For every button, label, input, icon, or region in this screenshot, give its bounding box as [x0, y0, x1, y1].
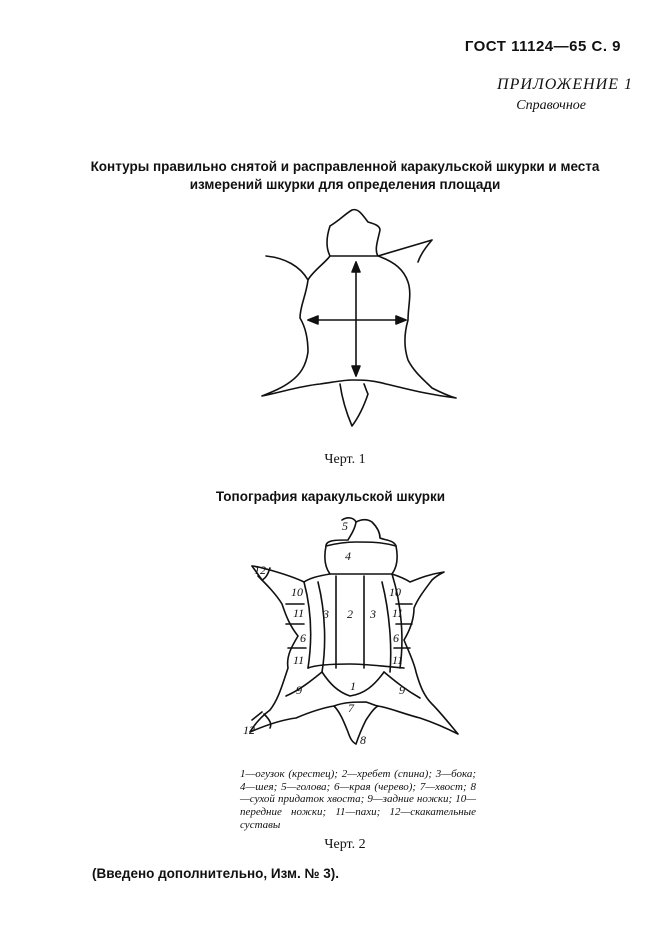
amendment-note: (Введено дополнительно, Изм. № 3).	[92, 866, 340, 881]
region-label-11-left-lower: 11	[293, 653, 305, 667]
figure2-title: Топография каракульской шкурки	[215, 489, 446, 504]
appendix-title: ПРИЛОЖЕНИЕ 1	[497, 76, 633, 93]
region-label-9-right: 9	[399, 683, 405, 697]
appendix-subtitle: Справочное	[516, 98, 586, 113]
region-label-6-right: 6	[393, 631, 399, 645]
arrow-left-icon	[308, 316, 318, 324]
region-label-4: 4	[345, 549, 351, 563]
region-label-1: 1	[350, 679, 356, 693]
figure2-legend	[240, 768, 476, 831]
figure2-caption: Черт. 2	[324, 837, 366, 852]
region-label-10-left: 10	[291, 585, 303, 599]
region-label-5: 5	[342, 519, 348, 533]
region-label-6-left: 6	[300, 631, 306, 645]
figure2-pelt-outline	[250, 518, 458, 744]
region-label-3-left: 3	[323, 607, 329, 621]
region-label-11-right-upper: 11	[392, 606, 404, 620]
legend-line-3: 10—передние ножки; 11—пахи; 12—скакательные суставы	[240, 793, 476, 831]
legend-line-2: 6—края (черево); 7—хвост; 8—сухой придаток хвоста; 9—задние ножки;	[240, 780, 477, 806]
region-label-12-lower: 12	[243, 723, 255, 737]
region-label-12-upper: 12	[254, 563, 266, 577]
region-label-8: 8	[360, 733, 366, 747]
document-reference: ГОСТ 11124—65 С. 9	[464, 38, 621, 55]
figure1-title: Контуры правильно снятой и расправленной каракульской шкурки и места измерений шкурки для определения площади	[90, 159, 600, 193]
region-label-7: 7	[348, 701, 354, 715]
arrow-down-icon	[352, 366, 360, 376]
region-label-10-right: 10	[389, 585, 401, 599]
region-label-9-left: 9	[296, 683, 302, 697]
figure1-caption: Черт. 1	[324, 452, 366, 467]
arrow-up-icon	[352, 262, 360, 272]
region-label-11-right-lower: 11	[392, 653, 404, 667]
legend-line-1: 1—огузок (крестец); 2—хребет (спина); 3—бока; 4—шея; 5—голова;	[240, 768, 476, 793]
figure1-pelt-outline	[262, 210, 456, 426]
region-label-3-right: 3	[370, 607, 376, 621]
region-label-11-left-upper: 11	[293, 606, 305, 620]
region-label-2: 2	[347, 607, 353, 621]
arrow-right-icon	[396, 316, 406, 324]
